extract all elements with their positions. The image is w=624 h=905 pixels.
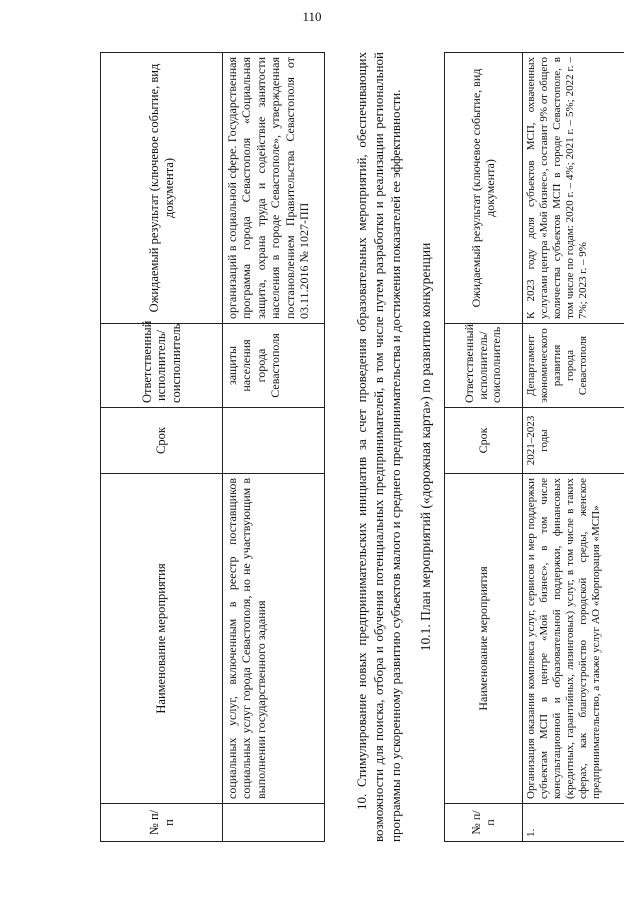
header-name: Наименование мероприятия bbox=[445, 474, 523, 804]
table-header-row bbox=[445, 53, 523, 842]
page-number: 110 bbox=[302, 9, 322, 24]
header-name: Наименование мероприятия bbox=[101, 474, 223, 804]
cell-responsible: защиты населения города Севастополя bbox=[223, 324, 325, 408]
header-result: Ожидаемый результат (ключевое событие, вид документа) bbox=[445, 53, 523, 324]
table-header-row bbox=[101, 53, 223, 842]
cell-responsible: Департамент экономического развития города Севастополя bbox=[523, 324, 624, 408]
cell-no: 1. bbox=[523, 804, 624, 842]
header-no: № п/п bbox=[101, 804, 223, 842]
subsection-title: 10.1. План мероприятий («дорожная карта») по развитию конкуренции bbox=[418, 242, 433, 652]
section-paragraph: 10. Стимулирование новых предпринимательских инициатив за счет проведения образовательных мероприятий, обеспечивающих возможности для поиска, отбора и обучения потенциальных предпринимателей, в том числе путем разработки и реализации региональной программы по ускоренному развитию субъектов малого и среднего предпринимательства и достижения показателей ее эффективности. bbox=[354, 52, 403, 842]
header-responsible: Ответственный исполнитель/ соисполнитель bbox=[101, 324, 223, 408]
header-term: Срок bbox=[445, 408, 523, 474]
header-term: Срок bbox=[101, 408, 223, 474]
cell-result: К 2023 году доля субъектов МСП, охваченных услугами центра «Мой бизнес», составит 9% от общего количества субъектов МСП в городе Севастополе, в том числе по годам: 2020 г. – 4%; 2021 г. – 5%; 2022 г. – 7%; 2023 г. – 9% bbox=[523, 53, 624, 324]
cell-term bbox=[223, 408, 325, 474]
cell-name: Организация оказания комплекса услуг, сервисов и мер поддержки субъектам МСП в центре «Мой бизнес», в том числе консультационной и образовательной поддержки, финансовых (кредитных, гарантийных, лизинговых) услуг, в том числе в таких сферах, как благоустройство городской среды, женское предпринимательство, а также услуг АО «Корпорация «МСП» bbox=[523, 474, 624, 804]
rotated-page-content bbox=[100, 52, 602, 842]
cell-name: социальных услуг, включенным в реестр поставщиков социальных услуг города Севастополя, но не участвующим в выполнении государственного задания bbox=[223, 474, 325, 804]
header-no: № п/п bbox=[445, 804, 523, 842]
header-result: Ожидаемый результат (ключевое событие, вид документа) bbox=[101, 53, 223, 324]
table-continued bbox=[100, 52, 325, 842]
header-responsible: Ответственный исполнитель/ соисполнитель bbox=[445, 324, 523, 408]
cell-term: 2021–2023 годы bbox=[523, 408, 624, 474]
roadmap-table bbox=[444, 52, 624, 842]
table-row bbox=[523, 53, 624, 842]
cell-no bbox=[223, 804, 325, 842]
table-row bbox=[223, 53, 325, 842]
cell-result: организаций в социальной сфере. Государственная программа города Севастополя «Социальная защита, охрана труда и содействие занятости населения в городе Севастополе», утвержденная постановлением Правительства Севастополя от 03.11.2016 № 1027-ПП bbox=[223, 53, 325, 324]
